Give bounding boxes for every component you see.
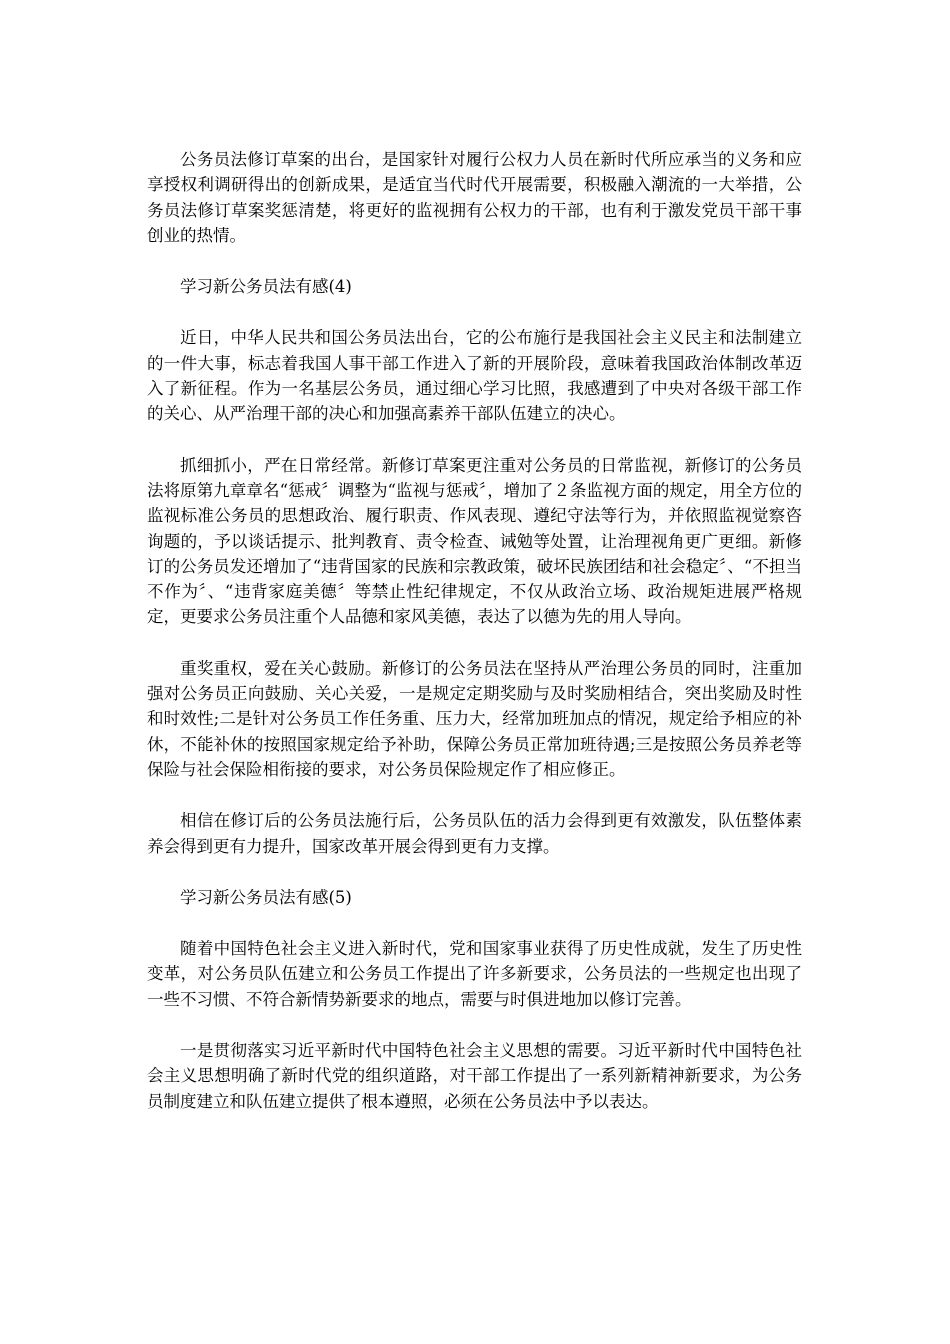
paragraph-point-one: 一是贯彻落实习近平新时代中国特色社会主义思想的需要。习近平新时代中国特色社会主义思想明确了新时代党的组织道路，对干部工作提出了一系列新精神新要求，为公务员制度建立和队伍建立提供了根本遵照，必须在公务员法中予以表达。 [147,1041,802,1111]
paragraph-rewards-care: 重奖重权，爱在关心鼓励。新修订的公务员法在坚持从严治理公务员的同时，注重加强对公务员正向鼓励、关心关爱，一是规定定期奖励与及时奖励相结合，突出奖励及时性和时效性;二是针对公务员工作任务重、压力大，经常加班加点的情况，规定给予相应的补休，不能补休的按照国家规定给予补助，保障公务员正常加班待遇;三是按照公务员养老等保险与社会保险相衔接的要求，对公务员保险规定作了相应修正。 [147,658,802,779]
section-heading-5: 学习新公务员法有感(5) [180,887,352,907]
paragraph-section4-conclusion: 相信在修订后的公务员法施行后，公务员队伍的活力会得到更有效激发，队伍整体素养会得到更有力提升，国家改革开展会得到更有力支撑。 [147,811,802,856]
paragraph-section4-intro: 近日，中华人民共和国公务员法出台，它的公布施行是我国社会主义民主和法制建立的一件大事，标志着我国人事干部工作进入了新的开展阶段，意味着我国政治体制改革迈入了新征程。作为一名基层公务员，通过细心学习比照，我感遭到了中央对各级干部工作的关心、从严治理干部的决心和加强高素养干部队伍建立的决心。 [147,328,802,424]
paragraph-intro-conclusion: 公务员法修订草案的出台，是国家针对履行公权力人员在新时代所应承当的义务和应享授权利调研得出的创新成果，是适宜当代时代开展需要，积极融入潮流的一大举措，公务员法修订草案奖惩清楚，将更好的监视拥有公权力的干部，也有利于激发党员干部干事创业的热情。 [147,150,802,245]
paragraph-section5-intro: 随着中国特色社会主义进入新时代，党和国家事业获得了历史性成就，发生了历史性变革，对公务员队伍建立和公务员工作提出了许多新要求，公务员法的一些规定也出现了一些不习惯、不符合新情势新要求的地点，需要与时俱进地加以修订完善。 [147,939,802,1009]
document-body [147,147,802,1140]
section-heading-4: 学习新公务员法有感(4) [180,277,352,297]
paragraph-daily-supervision: 抓细抓小，严在日常经常。新修订草案更注重对公务员的日常监视，新修订的公务员法将原第九章章名“惩戒〞调整为“监视与惩戒〞，增加了２条监视方面的规定，用全方位的监视标准公务员的思想政治、履行职责、作风表现、遵纪守法等行为，并依照监视觉察咨询题的，予以谈话提示、批判教育、责令检查、诫勉等处置，让治理视角更广更细。新修订的公务员发还增加了“违背国家的民族和宗教政策，破坏民族团结和社会稳定〞、“不担当不作为〞、“违背家庭美德〞等禁止性纪律规定，不仅从政治立场、政治规矩进展严格规定，更要求公务员注重个人品德和家风美德，表达了以德为先的用人导向。 [147,455,802,627]
